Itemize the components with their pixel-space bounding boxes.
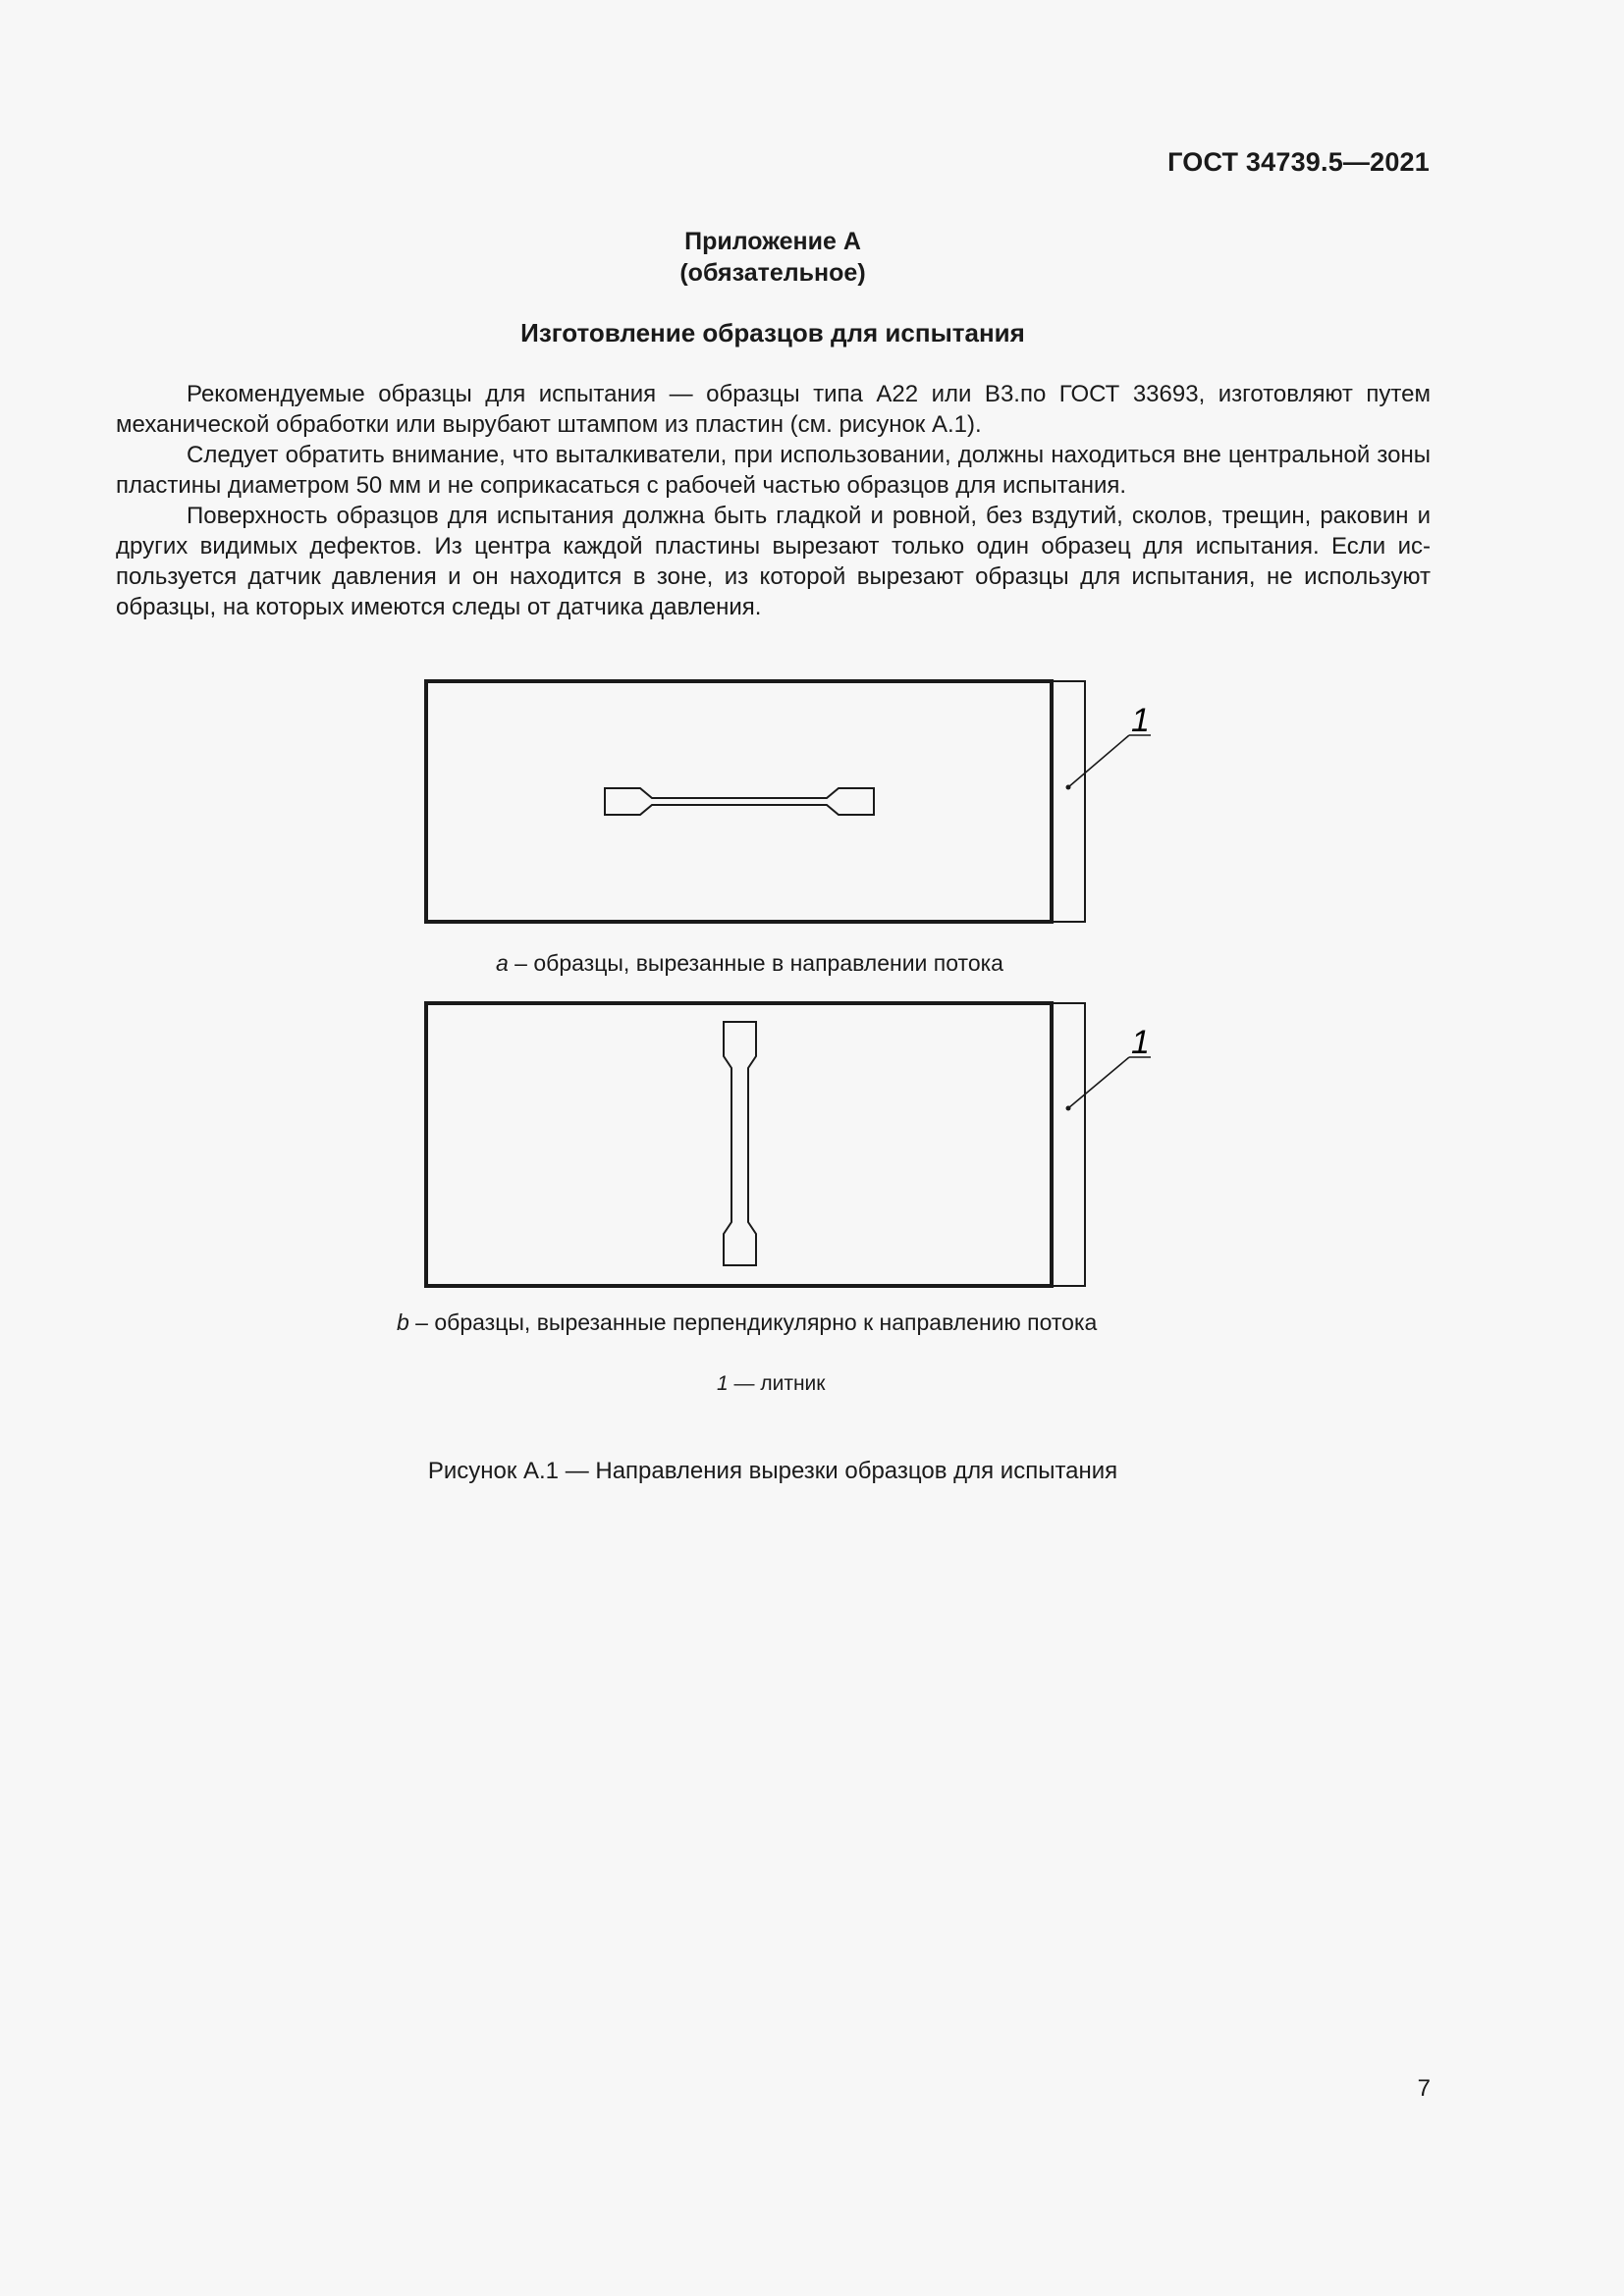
caption-b-letter: b bbox=[397, 1309, 409, 1335]
appendix-status: (обязательное) bbox=[679, 259, 866, 287]
callout-number-a: 1 bbox=[1131, 702, 1150, 739]
caption-a-letter: a bbox=[496, 950, 509, 976]
caption-b-text: – образцы, вырезанные перпендикулярно к направлению потока bbox=[408, 1309, 1098, 1335]
paragraph-1: Рекомендуемые образцы для испытания — образцы типа А22 или В3.по ГОСТ 33693, изготовляют путем механической обработки или вырубают штампом из пластин (см. рисунок А.1). bbox=[116, 381, 1431, 438]
appendix-title: Приложение А bbox=[684, 228, 861, 255]
diagram-b bbox=[426, 1003, 1151, 1286]
page-number: 7 bbox=[1417, 2075, 1431, 2102]
body-text bbox=[116, 379, 1431, 622]
leader-line-b bbox=[1068, 1057, 1129, 1108]
leader-dot-a bbox=[1066, 785, 1071, 790]
paragraph-3: Поверхность образцов для испытания должна быть гладкой и ровной, без вздутий, сколов, трещин, раковин и других видимых дефектов. Из центра каждой пластины вырезают только один образец для испытания. Если используется датчик давления и он находится в зоне, из которой вырезают образцы для испытания, не используют образцы, на которых имеются следы от датчика давления. bbox=[116, 503, 1431, 620]
plate-a bbox=[426, 681, 1052, 922]
diagram-a bbox=[426, 681, 1151, 922]
legend-number: 1 bbox=[717, 1372, 729, 1395]
callout-number-b: 1 bbox=[1131, 1024, 1150, 1061]
legend-text: — литник bbox=[728, 1372, 826, 1395]
gate-b bbox=[1052, 1003, 1085, 1286]
section-title: Изготовление образцов для испытания bbox=[520, 318, 1025, 347]
specimen-horizontal bbox=[605, 788, 874, 815]
paragraph-2: Следует обратить внимание, что выталкиватели, при использовании, должны находиться вне центральной зоны пластины диаметром 50 мм и не соприкасаться с рабочей частью образцов для испытания. bbox=[116, 442, 1431, 499]
caption-a-text: – образцы, вырезанные в направлении потока bbox=[508, 950, 1003, 976]
appendix-heading bbox=[0, 226, 1545, 289]
figure-legend bbox=[717, 1372, 825, 1396]
figure-title: Рисунок А.1 — Направления вырезки образцов для испытания bbox=[427, 1458, 1118, 1484]
gate-a bbox=[1052, 681, 1085, 922]
specimen-vertical bbox=[724, 1022, 756, 1265]
leader-line-a bbox=[1068, 735, 1129, 787]
document-code: ГОСТ 34739.5—2021 bbox=[1167, 147, 1430, 177]
caption-a bbox=[496, 950, 1003, 977]
leader-dot-b bbox=[1066, 1106, 1071, 1111]
caption-b bbox=[397, 1309, 1097, 1336]
plate-b bbox=[426, 1003, 1052, 1286]
